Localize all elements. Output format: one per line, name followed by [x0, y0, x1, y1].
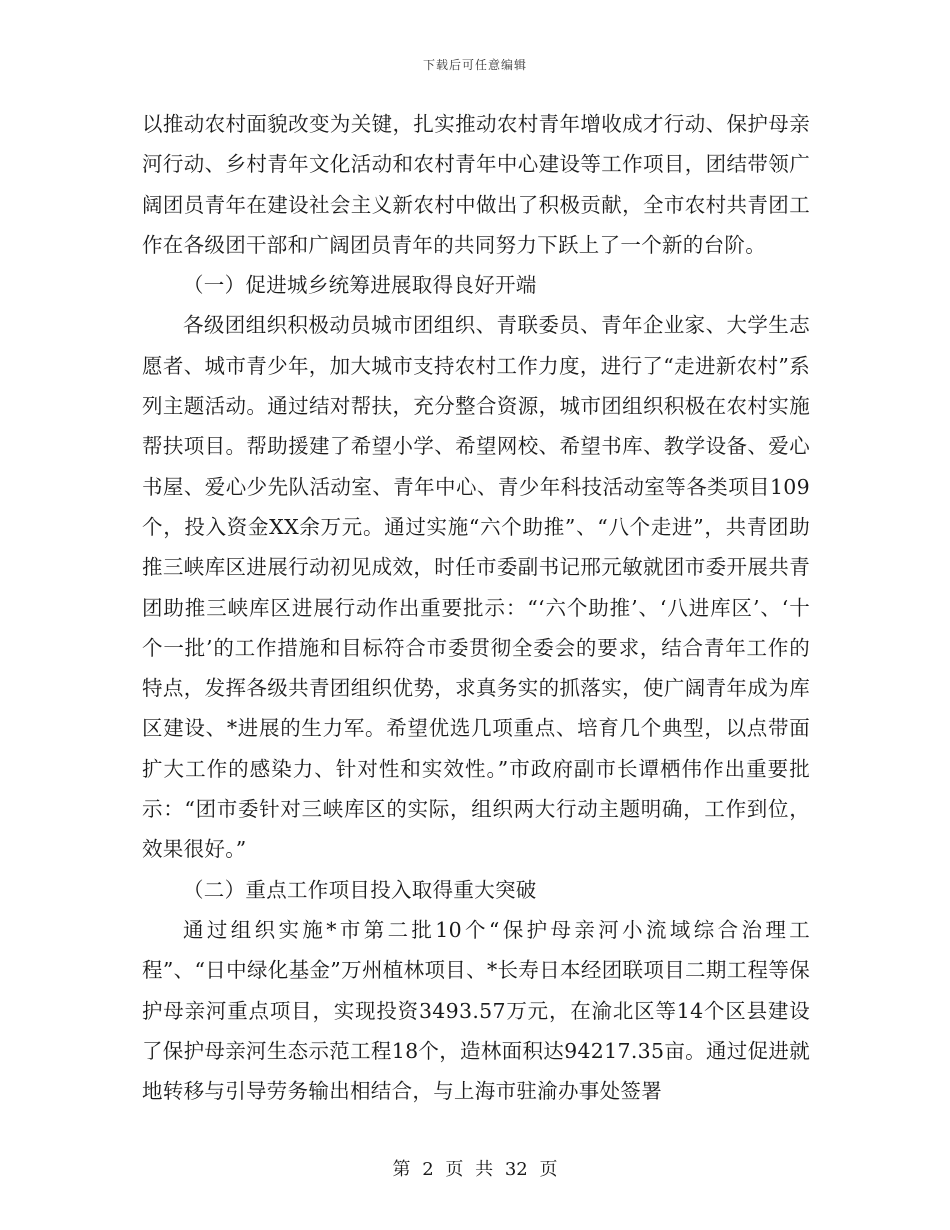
document-body: [142, 104, 810, 1111]
body-paragraph-2: 通过组织实施*市第二批10个“保护母亲河小流域综合治理工程”、“日中绿化基金”万州植林项目、*长寿日本经团联项目二期工程等保护母亲河重点项目，实现投资3493.57万元，在渝北区等14个区县建设了保护母亲河生态示范工程18个，造林面积达94217.35亩。通过促进就地转移与引导劳务输出相结合，与上海市驻渝办事处签署: [142, 917, 810, 1104]
section-heading-1: （一）促进城乡统筹进展取得良好开端: [183, 273, 537, 298]
body-paragraph-continuation: 以推动农村面貌改变为关键，扎实推动农村青年增收成才行动、保护母亲河行动、乡村青年文化活动和农村青年中心建设等工作项目，团结带领广阔团员青年在建设社会主义新农村中做出了积极贡献，全市农村共青团工作在各级团干部和广阔团员青年的共同努力下跃上了一个新的台阶。: [142, 112, 810, 257]
page-header: 下载后可任意编辑: [422, 58, 527, 72]
body-paragraph-1: 各级团组织积极动员城市团组织、青联委员、青年企业家、大学生志愿者、城市青少年，加大城市支持农村工作力度，进行了“走进新农村”系列主题活动。通过结对帮扶，充分整合资源，城市团组织积极在农村实施帮扶项目。帮助援建了希望小学、希望网校、希望书库、教学设备、爱心书屋、爱心少先队活动室、青年中心、青少年科技活动室等各类项目109个，投入资金XX余万元。通过实施“六个助推”、“八个走进”，共青团助推三峡库区进展行动初见成效，时任市委副书记邢元敏就团市委开展共青团助推三峡库区进展行动作出重要批示：“‘六个助推’、‘八进库区’、‘十个一批’的工作措施和目标符合市委贯彻全委会的要求，结合青年工作的特点，发挥各级共青团组织优势，求真务实的抓落实，使广阔青年成为库区建设、*进展的生力军。希望优选几项重点、培育几个典型，以点带面扩大工作的感染力、针对性和实效性。”市政府副市长谭栖伟作出重要批示：“团市委针对三峡库区的实际，组织两大行动主题明确，工作到位，效果很好。”: [142, 313, 810, 862]
page-footer: 第 2 页 共 32 页: [392, 1159, 558, 1180]
section-heading-2: （二）重点工作项目投入取得重大突破: [183, 877, 537, 902]
